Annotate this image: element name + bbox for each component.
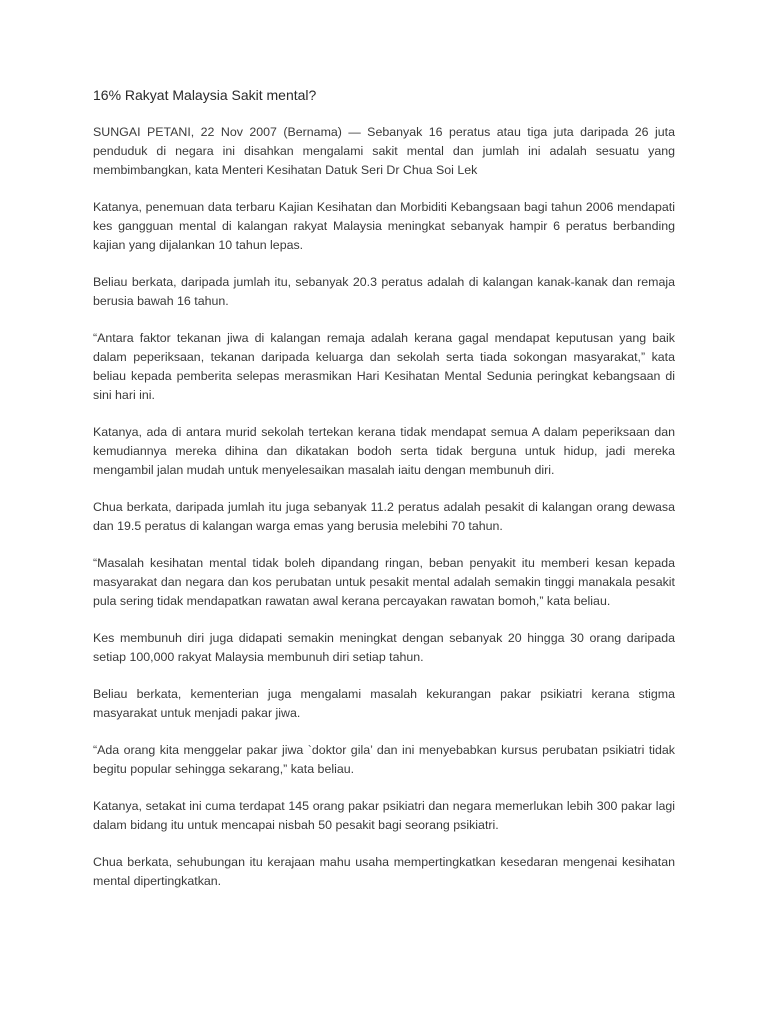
article-paragraph: Chua berkata, daripada jumlah itu juga sebanyak 11.2 peratus adalah pesakit di kalangan orang dewasa dan 19.5 peratus di kalangan warga emas yang berusia melebihi 70 tahun.: [93, 500, 675, 533]
article-paragraph: “Ada orang kita menggelar pakar jiwa `doktor gila’ dan ini menyebabkan kursus perubatan psikiatri tidak begitu popular sehingga sekarang,” kata beliau.: [93, 743, 675, 776]
article-paragraph: Katanya, ada di antara murid sekolah tertekan kerana tidak mendapat semua A dalam peperiksaan dan kemudiannya mereka dihina dan dikatakan bodoh serta tidak berguna untuk hidup, jadi mereka mengambil jalan mudah untuk menyelesaikan masalah iaitu dengan membunuh diri.: [93, 425, 675, 477]
article-title: 16% Rakyat Malaysia Sakit mental?: [93, 87, 317, 103]
article-paragraph: “Antara faktor tekanan jiwa di kalangan remaja adalah kerana gagal mendapat keputusan yang baik dalam peperiksaan, tekanan daripada keluarga dan sekolah serta tiada sokongan masyarakat,” kata beliau kepada pemberita selepas merasmikan Hari Kesihatan Mental Sedunia peringkat kebangsaan di sini hari ini.: [93, 331, 675, 402]
article-paragraph: Chua berkata, sehubungan itu kerajaan mahu usaha mempertingkatkan kesedaran mengenai kesihatan mental dipertingkatkan.: [93, 855, 675, 888]
article-paragraph: SUNGAI PETANI, 22 Nov 2007 (Bernama) — Sebanyak 16 peratus atau tiga juta daripada 26 juta penduduk di negara ini disahkan mengalami sakit mental dan jumlah ini adalah sesuatu yang membimbangkan, kata Menteri Kesihatan Datuk Seri Dr Chua Soi Lek: [93, 125, 675, 177]
article-paragraph: Katanya, penemuan data terbaru Kajian Kesihatan dan Morbiditi Kebangsaan bagi tahun 2006 mendapati kes gangguan mental di kalangan rakyat Malaysia meningkat sebanyak hampir 6 peratus berbanding kajian yang dijalankan 10 tahun lepas.: [93, 200, 675, 252]
article-paragraph: Beliau berkata, daripada jumlah itu, sebanyak 20.3 peratus adalah di kalangan kanak-kanak dan remaja berusia bawah 16 tahun.: [93, 275, 675, 308]
article-body: [93, 86, 675, 909]
article-paragraph: Katanya, setakat ini cuma terdapat 145 orang pakar psikiatri dan negara memerlukan lebih 300 pakar lagi dalam bidang itu untuk mencapai nisbah 50 pesakit bagi seorang psikiatri.: [93, 799, 675, 832]
article-paragraph: Kes membunuh diri juga didapati semakin meningkat dengan sebanyak 20 hingga 30 orang daripada setiap 100,000 rakyat Malaysia membunuh diri setiap tahun.: [93, 631, 675, 664]
article-paragraph: “Masalah kesihatan mental tidak boleh dipandang ringan, beban penyakit itu memberi kesan kepada masyarakat dan negara dan kos perubatan untuk pesakit mental adalah semakin tinggi manakala pesakit pula sering tidak mendapatkan rawatan awal kerana percayakan rawatan bomoh,” kata beliau.: [93, 556, 675, 608]
article-paragraph: Beliau berkata, kementerian juga mengalami masalah kekurangan pakar psikiatri kerana stigma masyarakat untuk menjadi pakar jiwa.: [93, 687, 675, 720]
